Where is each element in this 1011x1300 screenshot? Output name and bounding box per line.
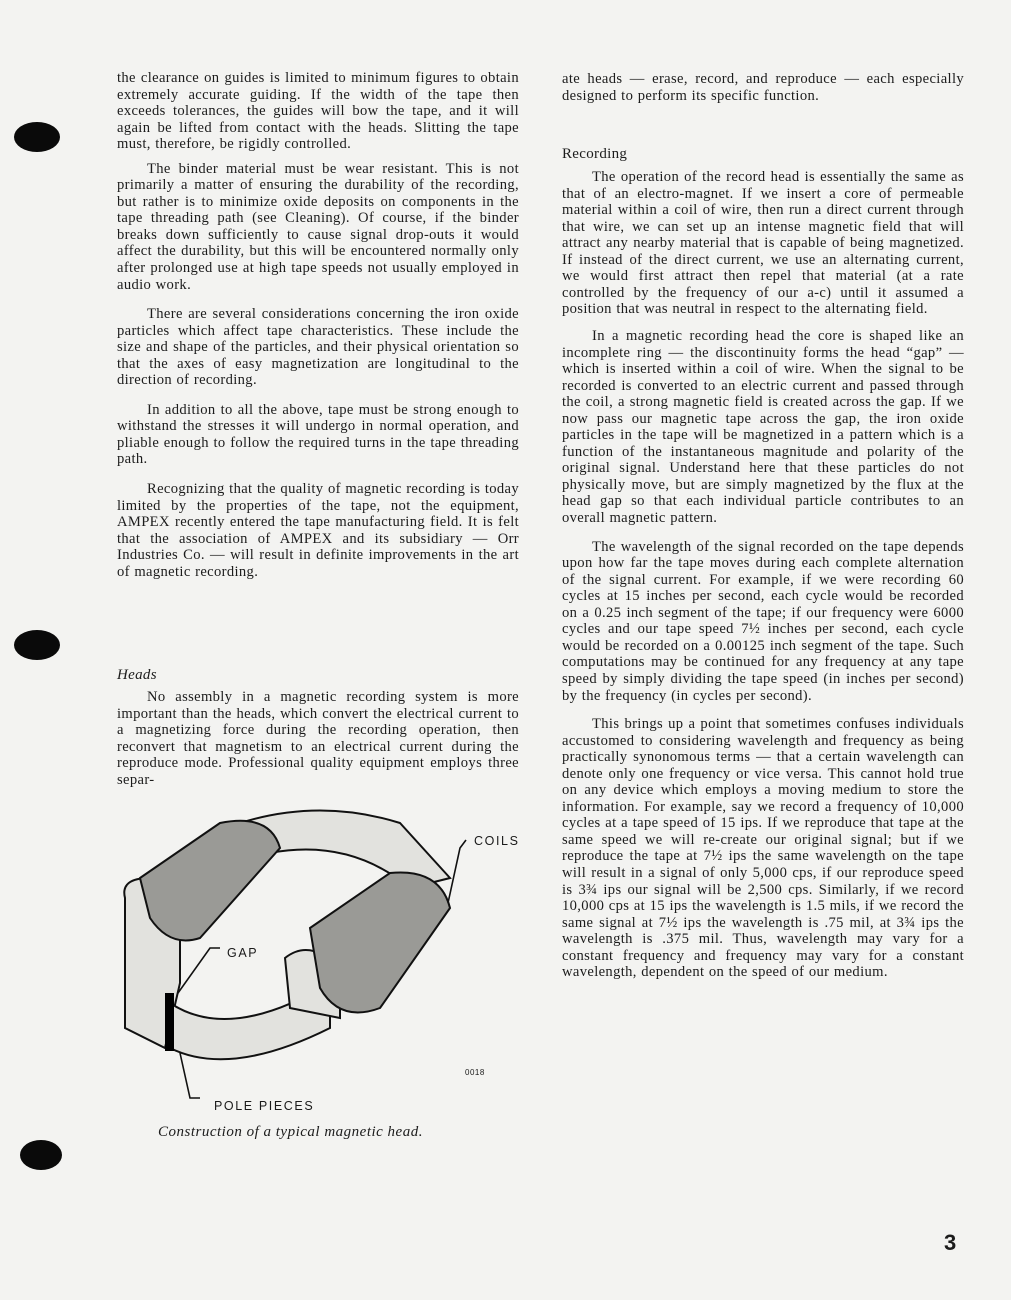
paragraph: the clearance on guides is limited to minimum figures to obtain extremely accurate guiding. If the width of the tape then exceeds tolerances, the guides will bow the tape, and it will again be lifted from contact with the heads. Slitting the tape must, therefore, be rigidly controlled. xyxy=(117,70,519,153)
section-heading-heads: Heads xyxy=(117,667,157,683)
paragraph: This brings up a point that sometimes confuses individuals accustomed to considering wavelength and frequency as being practically synonomous terms — that a certain wavelength can denote only one frequency or vice versa. This cannot hold true on any device which employs a moving medium to store the information. For example, say we record a frequency of 10,000 cycles at a tape speed of 15 ips. If we reproduce that tape at the same speed we will re-create our original signal; but if we reproduce the tape at 7½ ips the same wavelength on the tape will result in a signal of only 5,000 cps, if our reproduce speed is 3¾ ips our signal will be 2,500 cps. Similarly, if we record 10,000 cps at 15 ips the wavelength is 1.5 mils, if we record the same signal at 7½ ips the wavelength is .75 mil, at 3¾ ips the wavelength is .375 mil. Thus, wavelength may vary for a constant frequency and frequency may vary for a constant wavelength, dependent on the speed of our medium. xyxy=(562,716,964,981)
paragraph: The wavelength of the signal recorded on the tape depends upon how far the tape moves during each complete alternation of the signal current. For example, if we were recording 60 cycles at 15 inches per second, each cycle would be recorded on a 0.25 inch segment of the tape; if our frequency were 6000 cycles and our tape speed 7½ inches per second, each cycle would be recorded on a 0.00125 inch segment of the tape. Such computations may be continued for any frequency at any tape speed by simply dividing the tape speed (in inches per second) by the frequency (in cycles per second). xyxy=(562,538,964,704)
left-column xyxy=(117,70,519,580)
paragraph: In a magnetic recording head the core is shaped like an incomplete ring — the discontinuity forms the head “gap” — which is inserted within a coil of wire. When the signal to be recorded is converted to an electric current and passed through the coil, a strong magnetic field is created across the gap. If we now pass our magnetic tape across the gap, the iron oxide particles in the tape will be magnetized in a pattern which is a function of the instantaneous magnitude and polarity of the original signal. Understand here that these particles do not physically move, but are simply magnetized by the flux at the head gap so that each individual particle contributes to an overall magnetic pattern. xyxy=(562,328,964,527)
magnetic-head-illustration xyxy=(110,808,530,1108)
gap-mark xyxy=(165,993,174,1051)
label-coils: COILS xyxy=(474,834,520,848)
paragraph: The operation of the record head is essentially the same as that of an electro-magnet. If we insert a core of permeable material within a coil of wire, then run a direct current through that wire, we can set up an intense magnetic field that will attract any nearby material that is capable of being magnetized. If instead of the direct current, we use an alternating current, we would first attract then repel that material (at a rate controlled by the frequency of our a-c) until it assumed a position that was neutral in respect to the alternating field. xyxy=(562,169,964,318)
paragraph: In addition to all the above, tape must be strong enough to withstand the stresses it will undergo in normal operation, and pliable enough to follow the required turns in the tape threading path. xyxy=(117,401,519,468)
paragraph: No assembly in a magnetic recording system is more important than the heads, which convert the electrical current to a magnetizing force during the recording operation, then reconvert that magnetism to an electrical current during the reproduce mode. Professional quality equipment employs three separ- xyxy=(117,689,519,788)
page-number: 3 xyxy=(944,1230,957,1255)
binder-hole-bottom xyxy=(20,1140,62,1170)
figure-code: 0018 xyxy=(465,1068,485,1077)
binder-hole-top xyxy=(14,122,60,152)
paragraph: Recognizing that the quality of magnetic recording is today limited by the properties of the tape, not the equipment, AMPEX recently entered the tape manufacturing field. It is felt that the association of AMPEX and its subsidiary — Orr Industries Co. — will result in definite improvements in the art of magnetic recording. xyxy=(117,481,519,580)
right-column xyxy=(562,71,964,981)
section-heading-recording: Recording xyxy=(562,146,628,163)
binder-hole-middle xyxy=(14,630,60,660)
label-pole-pieces: POLE PIECES xyxy=(214,1099,315,1113)
paragraph: The binder material must be wear resistant. This is not primarily a matter of ensuring the durability of the recording, but rather is to minimize oxide deposits on components in the tape threading path (see Cleaning). Of course, if the binder breaks down sufficiently to cause signal drop-outs it would affect the durability, but this will be encountered normally only after prolonged use at high tape speeds not usually employed in audio work. xyxy=(117,160,519,293)
label-gap: GAP xyxy=(227,946,259,960)
heads-section xyxy=(117,667,519,788)
magnetic-head-figure xyxy=(110,808,530,1113)
paragraph: There are several considerations concerning the iron oxide particles which affect tape characteristics. These include the size and shape of the particles, and their physical orientation so that the axes of easy magnetization are longitudinal to the direction of recording. xyxy=(117,306,519,389)
paragraph: ate heads — erase, record, and reproduce — each especially designed to perform its specific function. xyxy=(562,71,964,104)
figure-caption: Construction of a typical magnetic head. xyxy=(158,1124,423,1140)
